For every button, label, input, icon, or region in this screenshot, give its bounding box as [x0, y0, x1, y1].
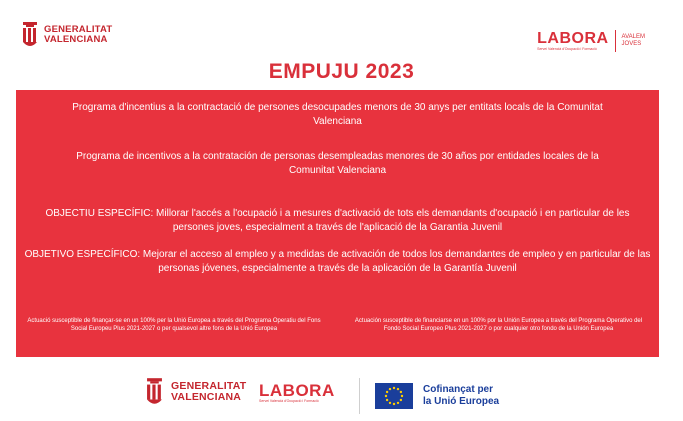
- eu-flag-icon: [375, 383, 413, 409]
- footer-gv-line-2: VALENCIANA: [171, 391, 242, 403]
- labora-logo: LABORA: [537, 30, 609, 47]
- info-panel: [16, 90, 659, 357]
- avalem-joves-logo: AVALEM JOVES: [621, 34, 645, 47]
- labora-avalem-logo: [537, 30, 645, 52]
- generalitat-logo: [22, 22, 112, 48]
- eu-line-2: la Unió Europea: [423, 396, 500, 407]
- eu-line-1: Cofinançat per: [423, 384, 494, 395]
- objective-spanish: OBJETIVO ESPECÍFICO: Mejorar el acceso al empleo y a medidas de activación de todos los demandantes de empleo y en particular de las personas jóvenes, especialmente a través de la aplicación de la Garantía Juvenil: [24, 249, 651, 274]
- program-spanish: Programa de incentivos a la contratación de personas desempleadas menores de 30 años por entidades locales de la Comunitat Valenciana: [76, 151, 599, 176]
- gv-logo-line-1: GENERALITAT: [44, 24, 113, 35]
- generalitat-emblem-icon: [146, 378, 163, 406]
- page-title: EMPUJU 2023: [268, 60, 415, 83]
- generalitat-emblem-icon: [22, 22, 38, 48]
- objective-valencian: OBJECTIU ESPECÍFIC: Millorar l'accés a l'ocupació i a mesures d'activació de tots els demandants d'ocupació i en particular de les persones joves, especialment a través de l'aplicació de la Garantia Juvenil: [45, 208, 630, 233]
- eu-cofunding-logo: [375, 383, 499, 409]
- gv-logo-line-2: VALENCIANA: [44, 34, 108, 45]
- footer-labora-word: LABORA: [259, 381, 335, 400]
- funding-note-spanish: Actuación susceptible de financiarse en un 100% por la Unión Europea a través del Programa Operativo del Fondo Social Europeo Plus 2021-2027 o por cualquier otro fondo de la Unión Europea: [354, 318, 643, 332]
- footer-labora-logo: [259, 383, 335, 403]
- footer-generalitat-logo: [146, 378, 246, 406]
- footer-labora-subtitle: Servei Valencià d'Ocupació i Formació: [259, 399, 319, 403]
- program-valencian: Programa d'incentius a la contractació de persones desocupades menors de 30 anys per entitats locals de la Comunitat Valenciana: [72, 102, 603, 127]
- funding-note-valencian: Actuació susceptible de finançar-se en un 100% per la Unió Europea a través del Programa Operatiu del Fons Social Europeu Plus 2021-2027 o per qualsevol altre fons de la Unió Europea: [27, 318, 321, 332]
- labora-subtitle: Servei Valencià d'Ocupació i Formació: [537, 47, 597, 51]
- footer-divider: [359, 378, 360, 414]
- footer-gv-line-1: GENERALITAT: [171, 380, 247, 392]
- logo-divider: [615, 30, 616, 52]
